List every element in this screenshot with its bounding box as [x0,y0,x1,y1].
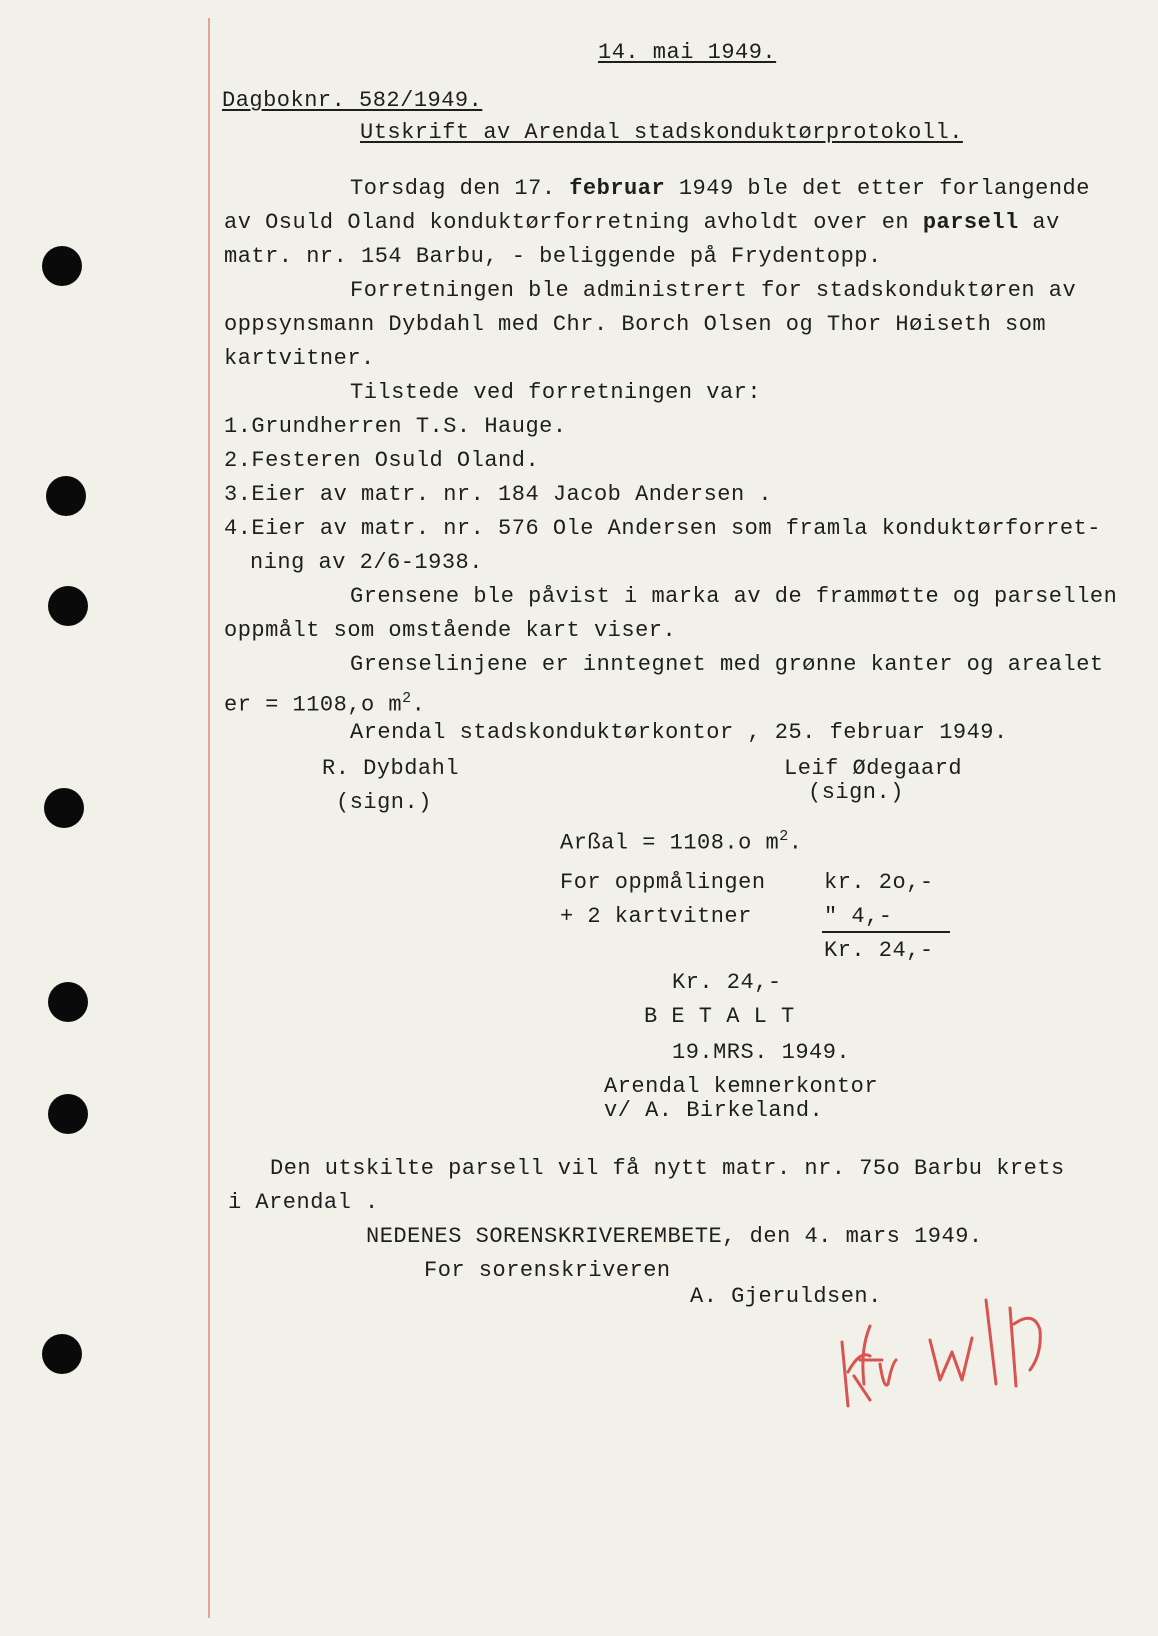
court-line: NEDENES SORENSKRIVEREMBETE, den 4. mars 1949. [366,1224,983,1249]
attendees-heading: Tilstede ved forretningen var: [350,380,762,405]
punch-hole [48,1094,88,1134]
document-title: Utskrift av Arendal stadskonduktørprotokoll. [360,120,963,145]
punch-hole [44,788,84,828]
place-date-line: Arendal stadskonduktørkontor , 25. februar 1949. [350,720,1008,745]
paragraph-2-line-2: oppsynsmann Dybdahl med Chr. Borch Olsen og Thor Høiseth som [224,312,1047,337]
fee-row-1-value: kr. 2o,- [824,870,934,895]
paragraph-4-line-2: er = 1108,o $m^2$. [224,690,426,718]
area-line: Arßal = 1108.o $m^2$. [560,828,803,856]
signature-right-name: Leif Ødegaard [784,756,963,781]
punch-hole [48,982,88,1022]
paragraph-2-line-1: Forretningen ble administrert for stadskonduktøren av [350,278,1077,303]
fee-row-2-value: " 4,- [824,904,893,929]
paragraph-1-line-2: av Osuld Oland konduktørforretning avholdt over en parsell av [224,210,1060,235]
footer-signer: A. Gjeruldsen. [690,1284,882,1309]
paragraph-2-line-3: kartvitner. [224,346,375,371]
footer-line-1: Den utskilte parsell vil få nytt matr. nr. 75o Barbu krets [270,1156,1065,1181]
signature-left-sign: (sign.) [336,790,432,815]
signature-right-sign: (sign.) [808,780,904,805]
margin-line [208,18,210,1618]
handwritten-annotation [830,1280,1070,1420]
payment-amount: Kr. 24,- [672,970,782,995]
paragraph-1-line-1: Torsdag den 17. februar 1949 ble det etter forlangende [350,176,1090,201]
payment-office: Arendal kemnerkontor [604,1074,879,1099]
paragraph-3-line-2: oppmålt som omstående kart viser. [224,618,677,643]
punch-hole [48,586,88,626]
paragraph-1-line-3: matr. nr. 154 Barbu, - beliggende på Frydentopp. [224,244,882,269]
journal-number: Dagboknr. 582/1949. [222,88,483,113]
attendee-item: 1.Grundherren T.S. Hauge. [224,414,567,439]
paragraph-3-line-1: Grensene ble påvist i marka av de frammøtte og parsellen [350,584,1118,609]
attendee-item-continued: ning av 2/6-1938. [250,550,483,575]
payment-by: v/ A. Birkeland. [604,1098,824,1123]
attendee-item: 2.Festeren Osuld Oland. [224,448,540,473]
punch-hole [46,476,86,516]
attendee-item: 3.Eier av matr. nr. 184 Jacob Andersen . [224,482,773,507]
sum-rule [822,931,950,933]
payment-date: 19.MRS. 1949. [672,1040,851,1065]
fee-total: Kr. 24,- [824,938,934,963]
attendee-item: 4.Eier av matr. nr. 576 Ole Andersen som framla konduktørforret- [224,516,1101,541]
punch-hole [42,1334,82,1374]
document-date: 14. mai 1949. [598,40,777,65]
footer-line-2: i Arendal . [228,1190,379,1215]
punch-hole [42,246,82,286]
paragraph-4-line-1: Grenselinjene er inntegnet med grønne kanter og arealet [350,652,1104,677]
fee-row-1-label: For oppmålingen [560,870,766,895]
signature-left-name: R. Dybdahl [322,756,460,781]
footer-for-line: For sorenskriveren [424,1258,671,1283]
payment-status: B E T A L T [644,1004,795,1029]
fee-row-2-label: + 2 kartvitner [560,904,752,929]
